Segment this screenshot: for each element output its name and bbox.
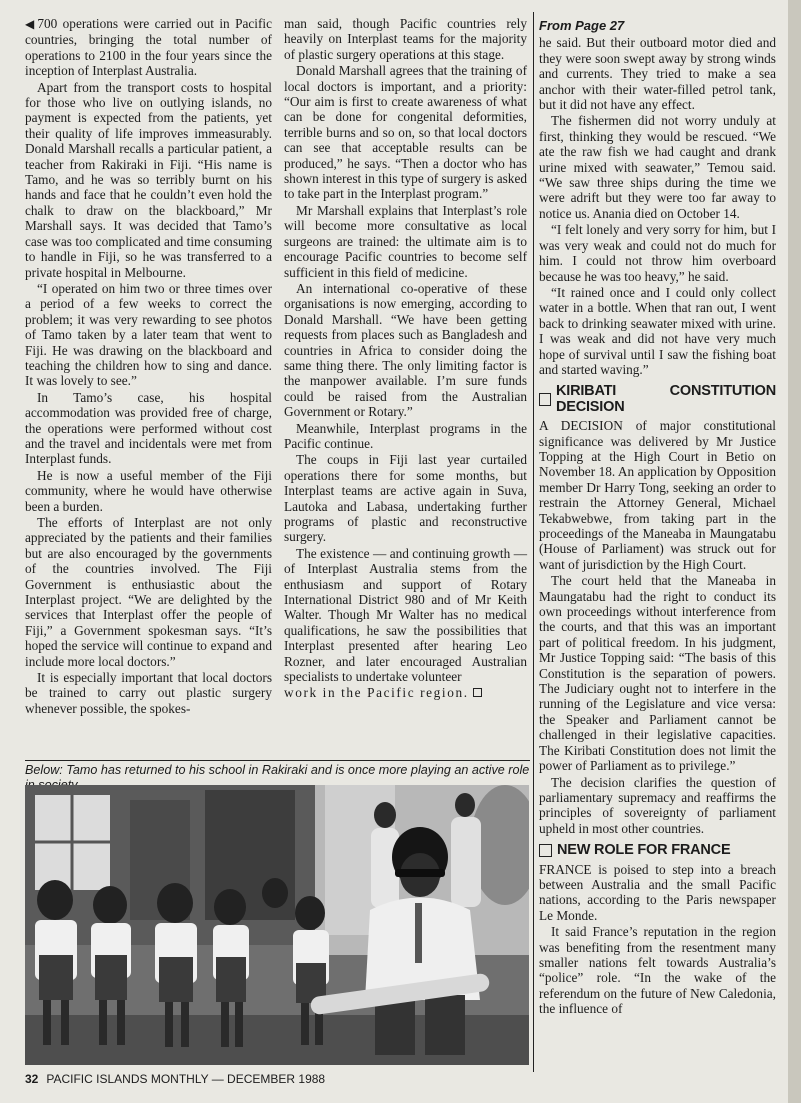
para-3-4: “It rained once and I could only collect water in a bottle. When that ran out, I went back to drinking seawater mixed with urine. I was weak and did not have very much hope of survival until I saw the fishing boat and started waving.” xyxy=(539,284,776,377)
kiribati-heading: KIRIBATI CONSTITUTION DECISION xyxy=(539,384,776,415)
para-1-6: The efforts of Interplast are not only appreciated by the patients and their families but are also encouraged by the governments of the countries involved. The Fiji Government is enthusiastic about the Interplast project. “We are delighted by the services that Interplast offer the people of Fiji,” a Government spokesman says. “It’s hoped the service will continue to expand and include more local doctors.” xyxy=(25,515,272,669)
para-3-7: The decision clarifies the question of parliamentary supremacy and reaffirms the principles of sovereignty of parliament upheld in most other countries. xyxy=(539,774,776,836)
continuation-note: From Page 27 xyxy=(539,18,625,33)
para-1-3: “I operated on him two or three times over a period of a few weeks to correct the problem; it was very rewarding to see photos of Tamo taken by a later team that went to Fiji. He was drawing on the blackboard and teaching the children how to sing and dance. It was lovely to see.” xyxy=(25,280,272,389)
para-3-9: It said France’s reputation in the region was benefiting from the resentment many smaller nations felt towards Australia’s “police” role. “In the wake of the referendum on the future of New Caledonia, the influence of xyxy=(539,924,776,1017)
para-2-5: Meanwhile, Interplast programs in the Pacific continue. xyxy=(284,420,527,451)
para-3-5: A DECISION of major constitutional significance was delivered by Mr Justice Topping at the High Court in Betio on November 18. An application by Opposition member Dr Harry Tong, seeking an order to restrain the Attorney General, Michael Tekabwebwe, from taking part in the proceedings of the Maneaba in Maungatabu (House of Parliament) was struck out for want of jurisdiction by the High Court. xyxy=(539,418,776,572)
article-column-1 xyxy=(25,16,272,717)
para-2-4: An international co-operative of these organisations is now emerging, according to Donald Marshall. “We have been getting requests from places such as Bangladesh and countries in Africa to consider doing the same thing there. The only limiting factor is the manpower available. I’m sure funds could be raised from the Australian Government or Rotary.” xyxy=(284,280,527,420)
france-heading: NEW ROLE FOR FRANCE xyxy=(539,843,776,858)
continued-arrow-icon: ◀ xyxy=(25,17,37,31)
page-footer xyxy=(25,1072,325,1086)
article-column-2 xyxy=(284,16,527,702)
para-1-7: It is especially important that local doctors be trained to carry out plastic surgery whenever possible, the spokes- xyxy=(25,670,272,716)
photo-illustration xyxy=(25,785,529,1065)
para-1-5: He is now a useful member of the Fiji community, where he would have otherwise been a burden. xyxy=(25,467,272,514)
para-1-4: In Tamo’s case, his hospital accommodation was provided free of charge, the operations were performed without cost and the travel and incidentals were met from Interplast funds. xyxy=(25,389,272,467)
heading-box-icon xyxy=(539,844,552,857)
para-3-1: he said. But their outboard motor died and they were soon swept away by strong winds and currents. They tried to make a sea anchor with their water-filled petrol tank, but it did not have any effect. xyxy=(539,35,776,113)
caption-rule xyxy=(25,760,530,761)
page-number: 32 xyxy=(25,1072,39,1086)
para-2-last: work in the Pacific region. xyxy=(284,685,527,700)
column-divider xyxy=(533,12,534,1072)
para-2-1: man said, though Pacific countries rely heavily on Interplast teams for the majority of plastic surgery operations at this stage. xyxy=(284,16,527,62)
end-mark-icon xyxy=(473,688,482,697)
para-1-1: ◀700 operations were carried out in Pacific countries, bringing the total number of operations to 2100 in the four years since the inception of Interplast Australia. xyxy=(25,16,272,79)
para-3-8: FRANCE is poised to step into a breach between Australia and the small Pacific nations, according to the Paris newspaper Le Monde. xyxy=(539,861,776,923)
heading-box-icon xyxy=(539,393,551,406)
article-column-3 xyxy=(539,16,776,1018)
para-3-2: The fishermen did not worry unduly at first, thinking they would be rescued. “We ate the raw fish we had caught and drank urine mixed with seawater,” Temou said. “We saw three ships during the time we were adrift but they were too far away to notice us. Anania died on October 14. xyxy=(539,113,776,221)
para-3-6: The court held that the Maneaba in Maungatabu had the right to conduct its own proceedings without interference from the courts, and that this was an important part of political freedom. In his judgment, Mr Justice Topping said: “The basis of this Constitution is the separation of powers. The Judiciary ought not to interfere in the running of the Legislature and vice versa: the Speaker and Parliament cannot be challenged in their legislative capacities. The Kiribati Constitution does not limit the power of Parliament as to privilege.” xyxy=(539,573,776,774)
classroom-photo xyxy=(25,785,529,1065)
photo-caption: Below: Tamo has returned to his school in Rakiraki and is once more playing an active role xyxy=(25,763,530,777)
para-3-3: “I felt lonely and very sorry for him, but I was very weak and could not do much for him. I could not throw him overboard because he was too heavy,” he said. xyxy=(539,222,776,284)
para-1-2: Apart from the transport costs to hospital for those who live on outlying islands, no payment is expected from the patients, yet their quality of life improves immeasurably. Donald Marshall recalls a particular patient, a teacher from Rakiraki in Fiji. “His name is Tamo, and he was so terribly burnt on his hands and face that he couldn’t even hold the chalk to draw on the blackboard,” Mr Marshall says. It was decided that Tamo’s case was too complicated and time consuming to handle in Fiji, so he was transferred to a private hospital in Melbourne. xyxy=(25,79,272,280)
page-edge xyxy=(788,0,801,1103)
para-2-3: Mr Marshall explains that Interplast’s role will become more consultative as local surgeons are trained: the ultimate aim is to encourage Pacific countries to become self sufficient in this field of medicine. xyxy=(284,202,527,280)
para-2-2: Donald Marshall agrees that the training of local doctors is important, and a priority: “Our aim is first to create awareness of what can be done for congenital deformities, terrible burns and so on, so that local doctors can see that acceptable results can be produced,” he says. “Then a doctor who has shown interest in this type of surgery is asked to take part in the Interplast program.” xyxy=(284,63,527,202)
publication-line: PACIFIC ISLANDS MONTHLY — DECEMBER 1988 xyxy=(46,1072,326,1086)
para-2-6: The coups in Fiji last year curtailed operations there for some months, but Interplast teams are active again in Suva, Lautoka and Labasa, undertaking further programs of plastic and reconstructive surgery. xyxy=(284,452,527,545)
para-2-7: The existence — and continuing growth — of Interplast Australia stems from the enthusiasm and support of Rotary International District 980 and of Mr Keith Walter. Though Mr Walter has no medical qualifications, he saw the possibilities that Interplast presented after hearing Leo Rozner, and later encouraged Australian specialists to undertake volunteer xyxy=(284,545,527,685)
